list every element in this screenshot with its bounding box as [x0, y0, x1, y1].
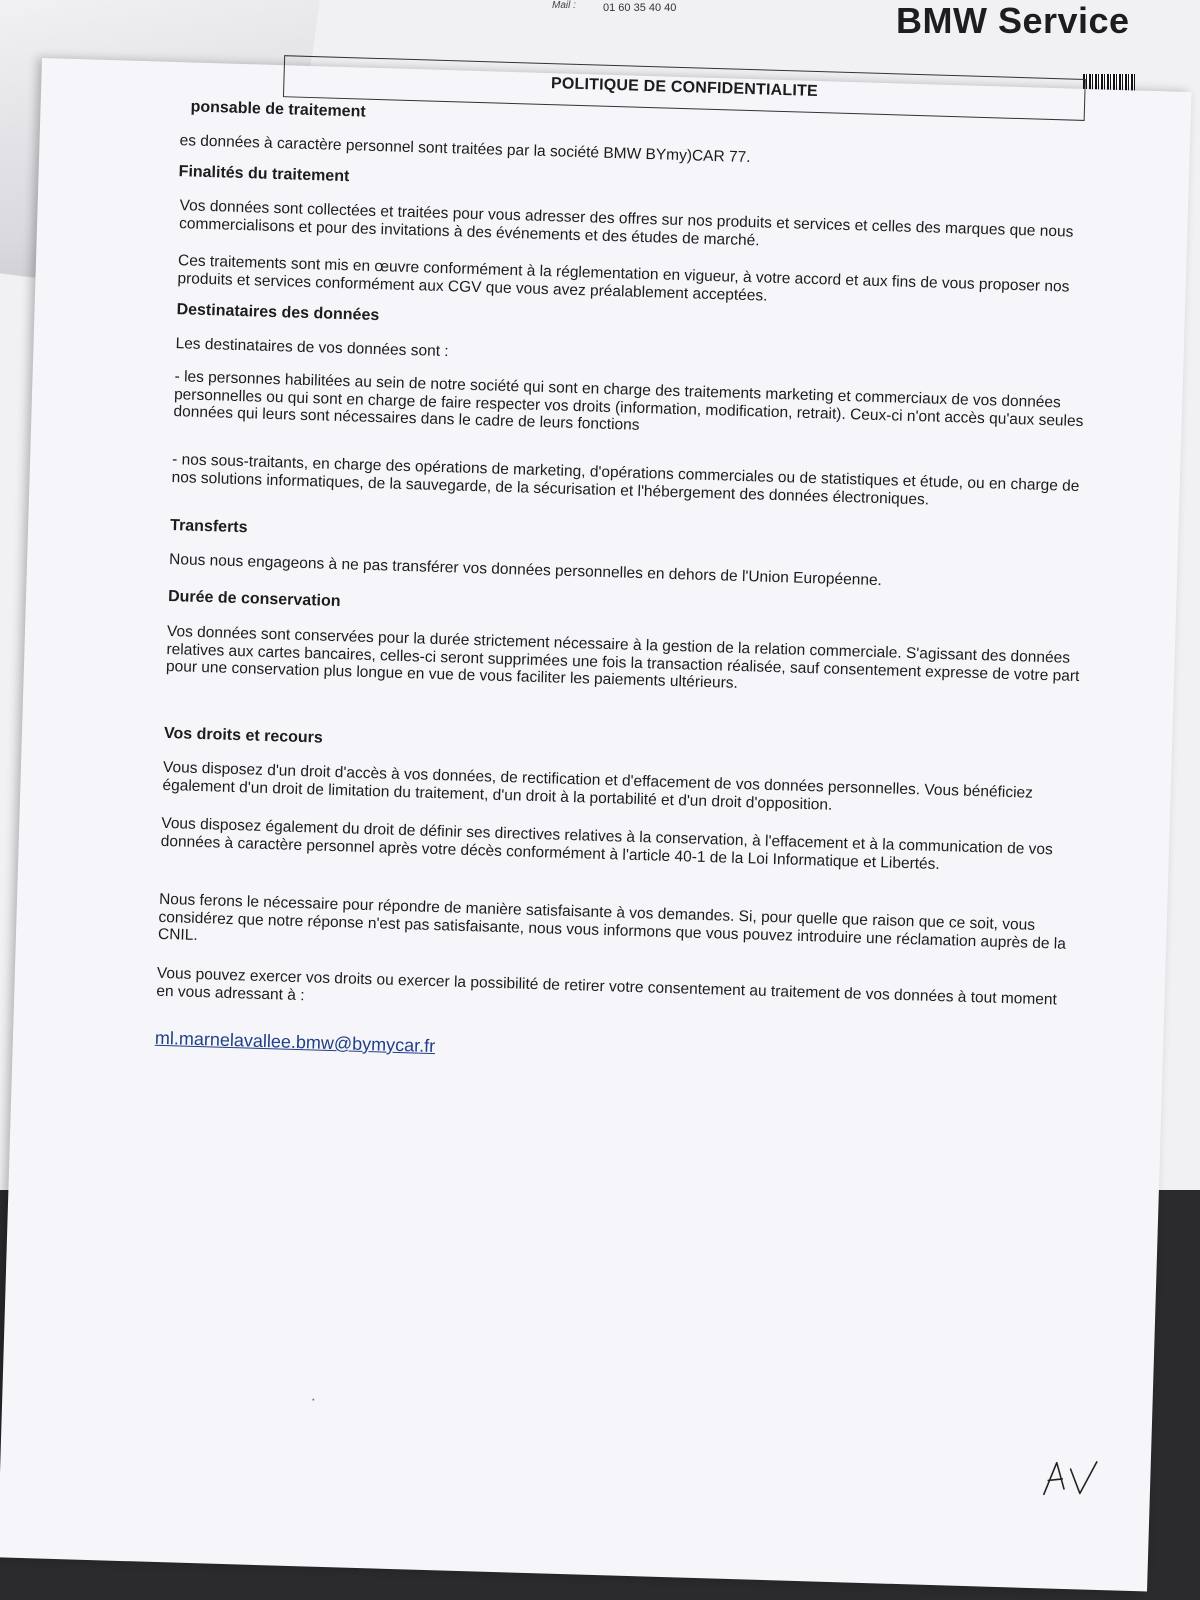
section-heading: ponsable de traitement	[190, 98, 366, 121]
section-paragraph: - nos sous-traitants, en charge des opérations de marketing, d'opérations commerciales ou de statistiques et étude, ou en charge de nos solutions informatiques, de la sauvegarde, de la sécurisation et l'hébergement des données électroniques.	[171, 451, 1080, 509]
policy-title: POLITIQUE DE CONFIDENTIALITE	[283, 55, 1086, 121]
section-heading: Destinataires des données	[176, 301, 380, 325]
section-paragraph: Ces traitements sont mis en œuvre conformément à la réglementation en vigueur, à votre accord et aux fins de vous proposer nos produits et services conformément aux CGV que vous avez préalablement acceptées.	[177, 252, 1070, 305]
paper-speck	[312, 1399, 314, 1401]
phone-fragment: 01 60 35 40 40	[603, 2, 677, 14]
contact-email-link[interactable]: ml.marnelavallee.bmw@bymycar.fr	[154, 1027, 436, 1057]
section-paragraph: Vos données sont conservées pour la durée strictement nécessaire à la gestion de la relation commerciale. S'agissant des données relatives aux cartes bancaires, celles-ci seront supprimées une fois la transaction réalisée, sauf consentement expresse de votre part pour une conservation plus longue en vue de vous faciliter les paiements ultérieurs.	[165, 622, 1080, 692]
section-paragraph: Nous ferons le nécessaire pour répondre de manière satisfaisante à vos demandes. Si, pour quelle que raison que ce soit, vous considérez que notre réponse n'est pas satisfaisante, nous vous informons que vous pouvez introduire une réclamation auprès de la CNIL.	[157, 890, 1067, 953]
handwritten-initials-signature	[1040, 1458, 1101, 1500]
section-paragraph: - les personnes habilitées au sein de notre société qui sont en charge des traitements marketing et commerciaux de vos données personnelles ou qui sont en charge de faire respecter vos droits (information, modification, retrait). Ceux-ci n'ont accès qu'aux seules données qui leurs sont nécessaires dans le cadre de leurs fonctions	[173, 368, 1084, 434]
section-heading: Durée de conservation	[167, 587, 341, 611]
section-paragraph: Vous pouvez exercer vos droits ou exercer la possibilité de retirer votre consentement au traitement de vos données à tout moment en vous adressant à :	[156, 964, 1058, 1009]
brand-title: BMW Service	[896, 0, 1130, 41]
privacy-policy-page	[0, 58, 1191, 1591]
section-heading: Transferts	[169, 517, 248, 537]
section-paragraph: Les destinataires de vos données sont :	[175, 335, 449, 361]
section-paragraph: Vous disposez également du droit de définir ses directives relatives à la conservation, à l'effacement et à la communication de vos données à caractère personnel après votre décès conformément à l'article 40-1 de la Loi Informatique et Libertés.	[160, 814, 1054, 873]
section-heading: Vos droits et recours	[163, 724, 324, 747]
mail-label: Mail :	[552, 0, 576, 11]
section-heading: Finalités du traitement	[178, 163, 350, 186]
section-paragraph: Vos données sont collectées et traitées pour vous adresser des offres sur nos produits et services et celles des marques que nous commercialisons et pour des invitations à des événements et des études de marché.	[178, 197, 1074, 249]
section-paragraph: es données à caractère personnel sont traitées par la société BMW BYmy)CAR 77.	[179, 132, 751, 167]
section-paragraph: Vous disposez d'un droit d'accès à vos données, de rectification et d'effacement de vos données personnelles. Vous bénéficiez également d'un droit de limitation du traitement, d'un droit à la portabilité et d'un droit d'opposition.	[162, 758, 1034, 814]
section-paragraph: Nous nous engageons à ne pas transférer vos données personnelles en dehors de l'Union Européenne.	[168, 550, 883, 590]
